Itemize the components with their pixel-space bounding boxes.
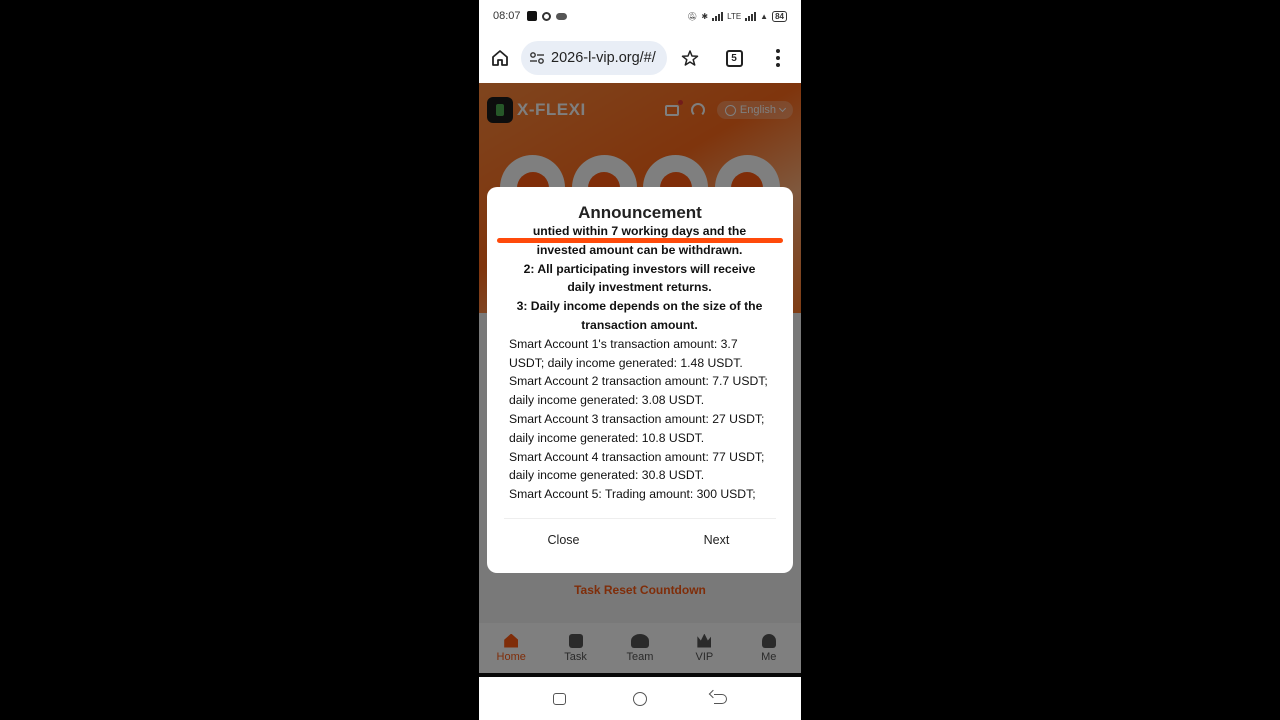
home-icon <box>490 48 510 68</box>
signal-icon <box>712 12 723 21</box>
star-icon <box>681 49 699 67</box>
announcement-line: Smart Account 2 transaction amount: 7.7 USDT; daily income generated: 3.08 USDT. <box>509 374 768 408</box>
app-notification-icon <box>527 11 537 21</box>
home-button[interactable] <box>489 47 511 69</box>
close-button[interactable]: Close <box>547 533 580 547</box>
announcement-content <box>504 222 772 504</box>
announcement-line: Smart Account 1's transaction amount: 3.7 USDT; daily income generated: 1.48 USDT. <box>509 336 743 370</box>
bookmark-button[interactable] <box>679 47 701 69</box>
address-bar[interactable] <box>521 41 667 75</box>
battery-indicator: 84 <box>772 11 787 22</box>
announcement-line: Smart Account 5: Trading amount: 300 USDT; <box>509 487 756 502</box>
back-icon[interactable] <box>714 694 727 704</box>
system-home-icon[interactable] <box>633 692 647 706</box>
more-vert-icon <box>776 49 780 67</box>
system-icons <box>687 11 787 22</box>
bluetooth-icon: ✱ <box>701 11 709 21</box>
url-text[interactable]: 2026-l-vip.org/#/ <box>551 50 656 66</box>
announcement-line: Smart Account 4 transaction amount: 77 USDT; daily income generated: 30.8 USDT. <box>509 449 765 483</box>
cloud-icon <box>556 13 567 20</box>
dialog-actions <box>487 525 793 555</box>
flask-icon: ▲ <box>760 11 769 21</box>
scroll-indicator-bar <box>497 238 783 243</box>
dialog-title: Announcement <box>578 203 702 222</box>
mute-icon: 🔕︎ <box>687 11 698 21</box>
recents-icon[interactable] <box>553 693 566 705</box>
phone-screen <box>479 0 801 720</box>
announcement-dialog <box>487 187 793 573</box>
tabs-button[interactable] <box>723 47 745 69</box>
status-time: 08:07 <box>493 10 521 22</box>
announcement-scroll-area[interactable] <box>504 224 776 519</box>
network-type-label: LTE <box>727 11 742 21</box>
announcement-line: untied within 7 working days and the invested amount can be withdrawn. <box>532 224 747 257</box>
announcement-line: 3: Daily income depends on the size of the transaction amount. <box>516 299 763 332</box>
more-menu-button[interactable] <box>767 47 789 69</box>
notification-icons <box>527 11 567 21</box>
announcement-line: Smart Account 3 transaction amount: 27 USDT; daily income generated: 10.8 USDT. <box>509 411 765 445</box>
signal-icon-2 <box>745 12 756 21</box>
next-button[interactable]: Next <box>703 533 730 547</box>
status-bar <box>479 0 801 32</box>
system-navigation-bar <box>479 677 801 720</box>
sync-icon <box>542 12 551 21</box>
announcement-line: 2: All participating investors will receive daily investment returns. <box>523 261 756 295</box>
browser-toolbar <box>479 34 801 82</box>
tabs-icon: 5 <box>726 50 743 67</box>
site-settings-icon[interactable] <box>529 51 545 65</box>
